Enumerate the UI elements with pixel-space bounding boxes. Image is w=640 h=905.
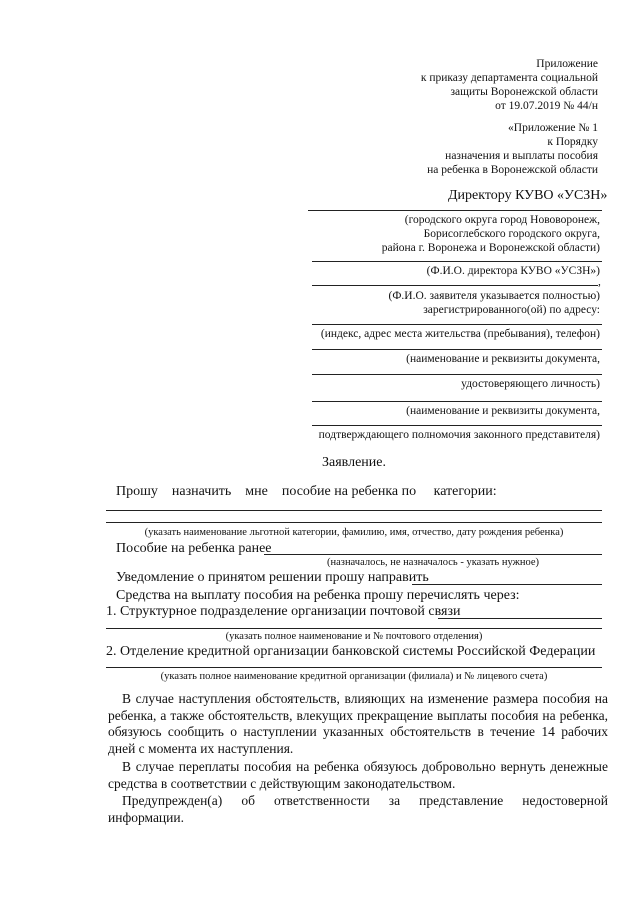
overpayment-paragraph: В случае переплаты пособия на ребенка обязуюсь добровольно вернуть денежные средства в соответствии с действующим законодательством. <box>108 759 608 791</box>
addressee-org-line <box>308 210 602 211</box>
applicant-address-caption: зарегистрированного(ой) по адресу: <box>423 304 600 316</box>
addressee-hint-3: района г. Воронежа и Воронежской области) <box>381 242 600 254</box>
appendix-region-line: защиты Воронежской области <box>450 86 598 98</box>
representative-document-line <box>312 401 602 402</box>
director-name-hint: (Ф.И.О. директора КУВО «УСЗН») <box>426 265 600 277</box>
reference-line-3: назначения и выплаты пособия <box>445 150 598 162</box>
earlier-hint: (назначалось, не назначалось - указать нужное) <box>327 557 539 568</box>
bank-hint: (указать полное наименование кредитной организации (филиала) и № лицевого счета) <box>160 671 548 682</box>
appendix-order-line: к приказу департамента социальной <box>420 72 598 84</box>
addressee-title: Директору КУВО «УСЗН» <box>448 188 608 203</box>
address-line <box>312 324 602 325</box>
reference-line-2: к Порядку <box>547 136 598 148</box>
appendix-date-line: от 19.07.2019 № 44/н <box>495 100 598 112</box>
address-hint: (индекс, адрес места жительства (пребывания), телефон) <box>320 328 600 340</box>
reference-title: «Приложение № 1 <box>508 122 598 134</box>
postal-hint: (указать полное наименование и № почтового отделения) <box>225 631 483 642</box>
category-hint: (указать наименование льготной категории, фамилию, имя, отчество, дату рождения ребенка) <box>144 527 564 538</box>
earlier-label: Пособие на ребенка ранее <box>116 541 272 556</box>
id-document-line-2 <box>312 374 602 375</box>
director-name-line <box>312 261 602 262</box>
representative-document-hint: (наименование и реквизиты документа, <box>406 405 600 417</box>
postal-line <box>438 618 602 619</box>
id-document-hint-2: удостоверяющего личность) <box>461 378 600 390</box>
addressee-hint-2: Борисоглебского городского округа, <box>423 228 600 240</box>
earlier-line <box>264 554 602 555</box>
id-document-hint: (наименование и реквизиты документа, <box>406 353 600 365</box>
id-document-line <box>312 349 602 350</box>
request-line: Прошу назначить мне пособие на ребенка по категории: <box>116 484 497 499</box>
appendix-title: Приложение <box>536 58 598 70</box>
applicant-name-hint: (Ф.И.О. заявителя указывается полностью) <box>388 290 600 302</box>
bank-line <box>106 667 602 668</box>
applicant-name-line <box>312 285 598 286</box>
category-line-1 <box>106 510 602 511</box>
responsibility-paragraph: Предупрежден(а) об ответственности за представление недостоверной информации. <box>108 793 608 825</box>
postal-line-2 <box>106 628 602 629</box>
representative-document-line-2 <box>312 425 602 426</box>
change-circumstances-paragraph: В случае наступления обстоятельств, влияющих на изменение размера пособия на ребенка, а также обстоятельств, влекущих прекращение выплаты пособия на ребенка, обязуюсь сообщить о наступлении указанных обстоятельств в течение 14 рабочих дней с момента их наступления. <box>108 691 608 756</box>
option-bank: 2. Отделение кредитной организации банковской системы Российской Федерации <box>106 644 596 659</box>
statement-title: Заявление. <box>322 455 386 470</box>
category-line-2 <box>106 522 602 523</box>
representative-document-hint-2: подтверждающего полномочия законного представителя) <box>318 429 600 441</box>
reference-line-4: на ребенка в Воронежской области <box>427 164 598 176</box>
addressee-hint-1: (городского округа город Нововоронеж, <box>404 214 600 226</box>
payment-label: Средства на выплату пособия на ребенка прошу перечислять через: <box>116 588 520 603</box>
notify-label: Уведомление о принятом решении прошу направить <box>116 570 429 585</box>
option-postal: 1. Структурное подразделение организации почтовой связи <box>106 604 461 619</box>
applicant-name-comma: , <box>598 276 601 288</box>
notify-line <box>412 584 602 585</box>
